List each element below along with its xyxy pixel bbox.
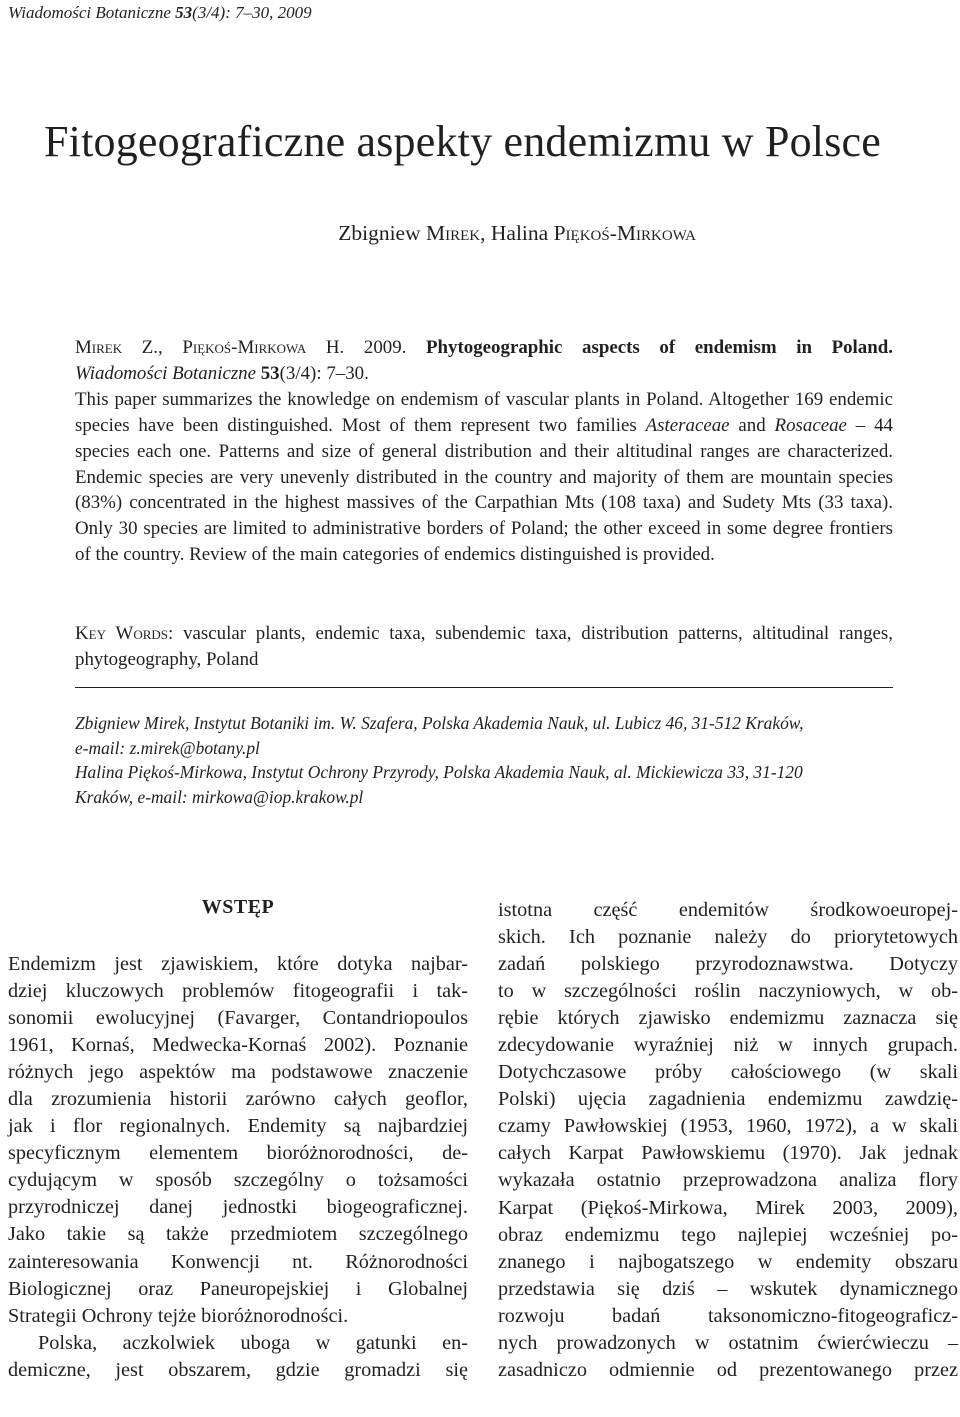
keywords [75,621,893,673]
text-line: cydującym w sposób szczególny o tożsamości [8,1169,468,1192]
author-1-first-name: Zbigniew [338,221,426,245]
author-1-last-name-rest: irek [445,221,481,245]
text-line: Endemizm jest zjawiskiem, które dotyka najbar- [8,953,468,975]
text-line: dziej kluczowych problemów fitogeografii i tak- [8,980,468,1003]
keywords-colon: : [168,623,184,644]
author-separator: , Halina [480,221,554,245]
text-line: znanego i najbogatszego w endemity obszaru [498,1250,958,1273]
right-column [498,897,958,1384]
affiliation-line: Halina Piękoś-Mirkowa, Instytut Ochrony Przyrody, Polska Akademia Nauk, al. Mickiewicza 33, 31-120 [75,762,803,783]
family-asteraceae: Asteraceae [645,414,730,436]
cite-year: H. 2009. [306,337,426,358]
text-line: zainteresowania Konwencji nt. Różnorodności [8,1250,468,1273]
author-2-last-name2-cap: M [616,221,636,245]
author-1-last-name-cap: M [426,221,446,245]
text-line: jak i flor regionalnych. Endemity są najbardziej [8,1115,468,1138]
text-line: zadań polskiego przyrodoznawstwa. Dotyczy [498,953,958,976]
keywords-label-ey: ey [88,623,106,644]
cite-author-1-cap: M [75,337,92,358]
affiliation-line: Zbigniew Mirek, Instytut Botaniki im. W. Szafera, Polska Akademia Nauk, ul. Lubicz 46, 31-512 Kraków, [75,713,804,733]
author-2-dash: - [609,221,617,245]
text-line: Polski) ujęcia zagadnienia endemizmu zawdzię- [498,1088,958,1111]
text-line: wykazała ostatnio przeprowadzona analiza flory [498,1169,958,1192]
text-line: różnych jego aspektów ma podstawowe znaczenie [8,1061,468,1084]
keywords-label-w: W [106,623,134,644]
text-line: Polska, aczkolwiek uboga w gatunki en- [38,1331,468,1354]
family-rosaceae: Rosaceae [774,414,847,436]
text-line: nych prowadzonych w ostatnim ćwierćwieczu – [498,1331,958,1354]
abstract-body [75,387,893,568]
journal-header [8,3,312,23]
text-line: demiczne, jest obszarem, gdzie gromadzi się [8,1358,468,1381]
cite-pages: (3/4): 7–30. [279,362,369,384]
text-line: Dotychczasowe próby całościowego (w skali [498,1061,958,1084]
text-line: rozwoju badań taksonomiczno-fitogeograficz- [498,1304,958,1327]
cite-volume: 53 [260,362,280,384]
text-line: zdecydowanie wyraźniej niż w innych grupach. [498,1034,958,1057]
citation-journal-line [75,361,893,387]
cite-author-2-cap: P [182,337,193,358]
section-heading: WSTĘP [201,896,275,918]
cite-journal: Wiadomości Botaniczne [75,362,261,384]
abstract-text-2: and [729,414,775,436]
keywords-text: vascular plants, endemic taxa, subendemic taxa, distribution patterns, altitudinal ranges, phytogeography, Poland [75,623,893,670]
text-line: czamy Pawłowskiej (1953, 1960, 1972), a w skali [498,1115,958,1138]
text-line: Karpat (Piękoś-Mirkowa, Mirek 2003, 2009), [498,1196,958,1219]
cite-dash: - [231,337,238,358]
abstract-text-1: This paper summarizes the knowledge on endemism of vascular plants in Poland. Altogether 169 endemic species have been distinguished. Most of them represent two families [75,388,893,436]
journal-volume: 53 [175,3,193,22]
text-line: istotna część endemitów środkowoeuropej- [498,899,958,921]
abstract-text-3: – 44 species each one. Patterns and size of general distribution and their altitudinal ranges are characterized. Endemic species are very unevenly distributed in the country and majority of them are mountain species (83%) concentrated in the highest massives of the Carpathian Mts (108 taxa) and Sudety Mts (33 taxa). Only 30 species are limited to administrative borders of Poland; the other exceed in some degree frontiers of the country. Review of the main categories of endemics distinguished is provided. [75,414,893,566]
cite-author-3-rest: irkowa [254,337,307,358]
text-line: specyficznym elementem bioróżnorodności, de- [8,1142,468,1165]
keywords-label-ords: ords [133,623,168,644]
cite-author-2-rest: iękoś [192,337,232,358]
text-line: przyrodniczej danej jednostki biogeograficznej. [8,1196,468,1219]
text-line: Jako takie są także przedmiotem szczególnego [8,1223,468,1246]
cite-title: Phytogeographic aspects of endemism in Poland. [426,337,893,358]
text-line: to w szczególności roślin naczyniowych, w ob- [498,980,958,1003]
text-line: sonomii ewolucyjnej (Favarger, Contandriopoulos [8,1007,468,1030]
text-line: Strategii Ochrony tejże bioróżnorodności. [8,1304,349,1327]
cite-author-3-cap: M [237,337,255,358]
text-line: dla zrozumienia historii zarówno całych geoflor, [8,1088,468,1111]
text-line: skich. Ich poznanie należy do priorytetowych [498,926,958,949]
keywords-label-k: K [75,623,89,644]
text-line: całych Karpat Pawłowskiemu (1970). Jak jednak [498,1142,958,1165]
text-line: Biologicznej oraz Paneuropejskiej i Globalnej [8,1277,468,1300]
abstract [75,335,893,568]
article-title: Fitogeograficzne aspekty endemizmu w Polsce [44,117,882,166]
text-line: 1961, Kornaś, Medwecka-Kornaś 2002). Poznanie [8,1034,468,1057]
affiliation-line: e-mail: z.mirek@botany.pl [75,737,260,758]
journal-issue-pages: (3/4): 7–30, 2009 [192,3,312,22]
separator-rule [75,687,893,688]
journal-name: Wiadomości Botaniczne [8,3,171,22]
citation-line [75,335,893,361]
author-line [338,221,696,246]
author-2-last-name2-rest: irkowa [636,221,696,245]
affiliations [75,711,893,809]
affiliation-line: Kraków, e-mail: mirkowa@iop.krakow.pl [75,786,364,807]
text-line: obraz endemizmu tego najlepiej wcześniej po- [498,1223,958,1246]
author-2-last-name-rest: iękoś [565,221,610,245]
text-line: zasadniczo odmiennie od prezentowanego przez [498,1358,958,1381]
cite-mid: Z., [122,337,183,358]
text-line: rębie których zjawisko endemizmu zaznacza się [498,1007,958,1030]
author-2-last-name-cap: P [553,221,566,245]
left-column [8,951,468,1384]
cite-author-1-rest: irek [91,337,123,358]
text-line: przedstawia się dziś – wskutek dynamicznego [498,1277,958,1300]
